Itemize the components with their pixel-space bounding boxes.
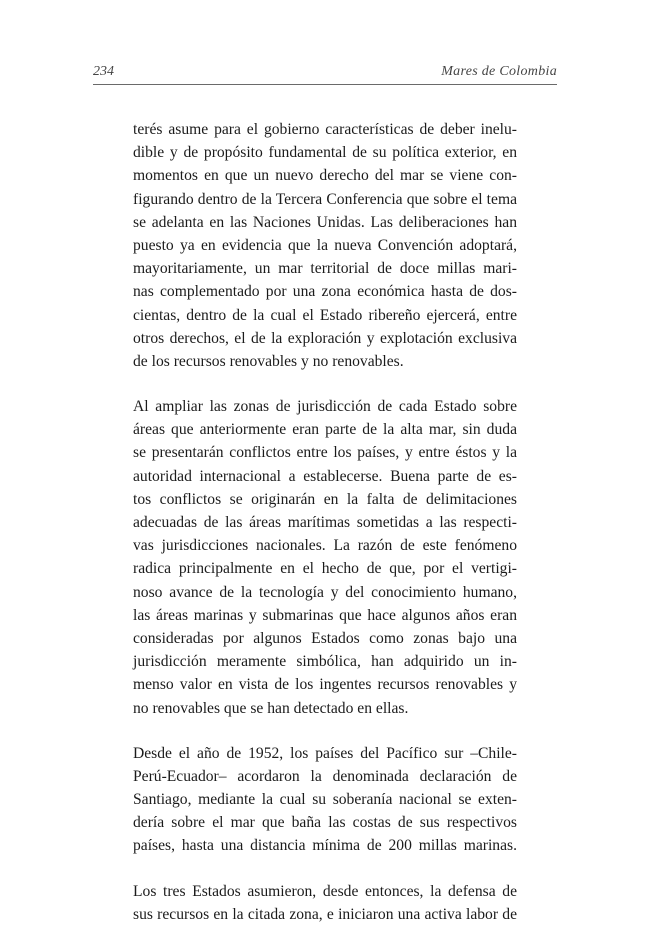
text-line: Al ampliar las zonas de jurisdicción de cada Estado sobre xyxy=(133,398,517,416)
text-line: mayoritariamente, un mar territorial de doce millas mari- xyxy=(133,260,517,278)
text-line: puesto ya en evidencia que la nueva Convención adoptará, xyxy=(133,236,517,254)
text-line: Los tres Estados asumieron, desde entonces, la defensa de xyxy=(133,882,517,900)
text-line: Perú-Ecuador– acordaron la denominada declaración de xyxy=(133,767,517,785)
running-head xyxy=(93,64,557,85)
text-line: cientas, dentro de la cual el Estado ribereño ejercerá, entre xyxy=(133,306,517,324)
page-number: 234 xyxy=(93,64,114,79)
text-line: las áreas marinas y submarinas que hace algunos años eran xyxy=(133,606,517,624)
text-line: de los recursos renovables y no renovables. xyxy=(133,352,404,370)
text-line: autoridad internacional a establecerse. Buena parte de es- xyxy=(133,467,517,485)
text-line: figurando dentro de la Tercera Conferencia que sobre el tema xyxy=(133,190,517,208)
text-line: dería sobre el mar que baña las costas de sus respectivos xyxy=(133,814,517,832)
text-line: tos conflictos se originarán en la falta de delimitaciones xyxy=(133,490,517,508)
text-line: noso avance de la tecnología y del conocimiento humano, xyxy=(133,583,517,601)
text-line: vas jurisdicciones nacionales. La razón de este fenómeno xyxy=(133,537,517,555)
paragraph xyxy=(133,118,517,373)
paragraph xyxy=(133,742,517,858)
text-line: momentos en que un nuevo derecho del mar se viene con- xyxy=(133,167,517,185)
text-line: otros derechos, el de la exploración y explotación exclusiva xyxy=(133,329,517,347)
text-line: nas complementado por una zona económica hasta de dos- xyxy=(133,283,517,301)
text-line: menso valor en vista de los ingentes recursos renovables y xyxy=(133,676,517,694)
text-line: terés asume para el gobierno características de deber inelu- xyxy=(133,121,517,138)
text-line: Santiago, mediante la cual su soberanía nacional se exten- xyxy=(133,791,517,809)
text-line: se adelanta en las Naciones Unidas. Las deliberaciones han xyxy=(133,213,517,231)
text-line: no renovables que se han detectado en ellas. xyxy=(133,699,409,717)
paragraph xyxy=(133,395,517,720)
body-text xyxy=(133,118,517,948)
paragraph xyxy=(133,880,517,926)
text-line: sus recursos en la citada zona, e iniciaron una activa labor de xyxy=(133,905,517,923)
text-line: dible y de propósito fundamental de su política exterior, en xyxy=(133,144,517,162)
text-line: países, hasta una distancia mínima de 200 millas marinas. xyxy=(133,837,517,855)
text-line: radica principalmente en el hecho de que, por el vertigi- xyxy=(133,560,517,578)
text-line: áreas que anteriormente eran parte de la alta mar, sin duda xyxy=(133,421,517,439)
text-line: consideradas por algunos Estados como zonas bajo una xyxy=(133,629,517,647)
text-line: adecuadas de las áreas marítimas sometidas a las respecti- xyxy=(133,514,517,531)
book-title: Mares de Colombia xyxy=(441,64,557,79)
text-line: Desde el año de 1952, los países del Pacífico sur –Chile- xyxy=(133,744,517,762)
text-line: jurisdicción meramente simbólica, han adquirido un in- xyxy=(133,653,517,671)
text-line: se presentarán conflictos entre los países, y entre éstos y la xyxy=(133,444,517,462)
